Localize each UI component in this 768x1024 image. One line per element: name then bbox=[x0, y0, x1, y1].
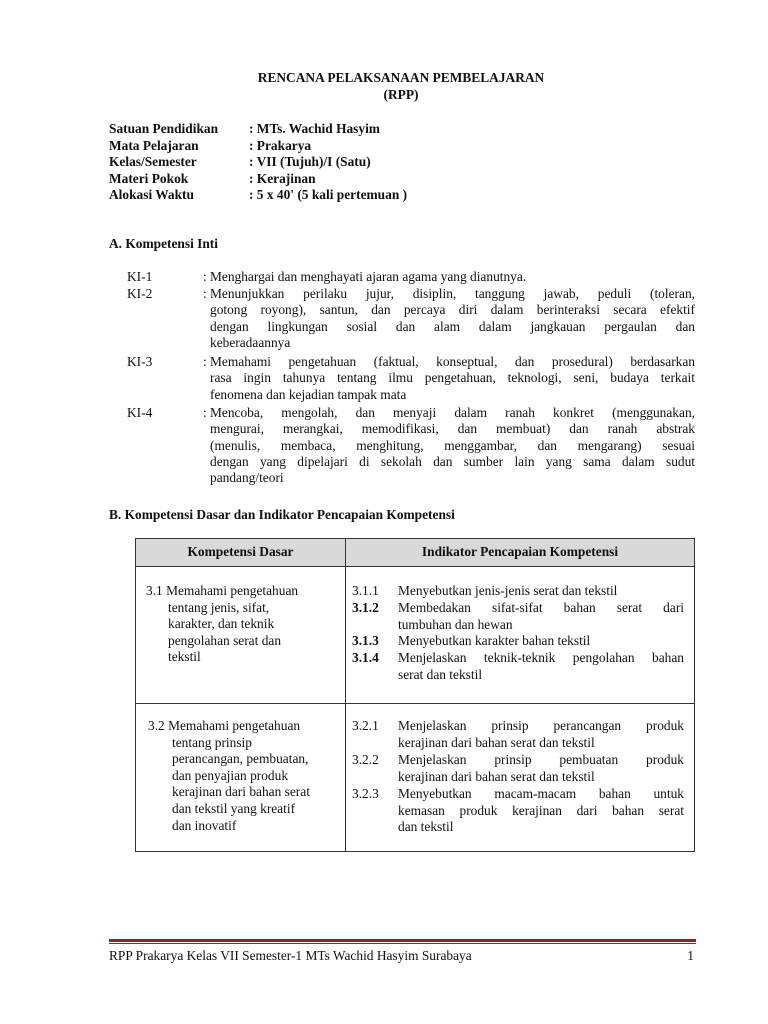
ki-text-line: dengan lingkungan sosial dan alam dalam jangkauan pergaulan dan bbox=[210, 318, 695, 334]
ki-code: KI-2 bbox=[127, 286, 153, 301]
identity-value: : MTs. Wachid Hasyim bbox=[249, 121, 380, 136]
ki-text-line: Mencoba, mengolah, dan menyaji dalam ranah konkret (menggunakan, bbox=[210, 405, 695, 420]
indicator-number: 3.1.2 bbox=[352, 600, 379, 615]
ipk-cell bbox=[346, 567, 695, 704]
document-subtitle: (RPP) bbox=[383, 87, 419, 102]
footer-rule bbox=[109, 939, 696, 942]
ki-text-line: pandang/teori bbox=[210, 470, 284, 486]
identity-key: Kelas/Semester bbox=[109, 154, 197, 170]
indicator-text-line: serat dan tekstil bbox=[398, 666, 483, 682]
indicator-text-line: Menjelaskan prinsip pembuatan produk bbox=[398, 752, 684, 767]
kd-text-line: tentang jenis, sifat, bbox=[168, 599, 270, 615]
ki-colon: : bbox=[203, 405, 207, 420]
document-title: RENCANA PELAKSANAAN PEMBELAJARAN bbox=[257, 70, 545, 85]
kd-text-line: kerajinan dari bahan serat bbox=[172, 784, 310, 800]
ki-text-line: rasa ingin tahunya tentang ilmu pengetahuan, teknologi, seni, budaya terkait bbox=[210, 370, 695, 386]
kd-cell-inner bbox=[136, 567, 345, 703]
indicator-text bbox=[398, 650, 684, 683]
ki-text bbox=[210, 354, 695, 403]
indicator-text-line: kerajinan dari bahan serat dan tekstil bbox=[398, 768, 595, 784]
identity-value: : 5 x 40' (5 kali pertemuan ) bbox=[249, 187, 408, 203]
identity-block bbox=[109, 121, 407, 204]
kd-cell bbox=[136, 567, 346, 704]
table-row bbox=[136, 567, 695, 704]
ki-text-line: mengurai, merangkai, memodifikasi, dan membuat) dan ranah abstrak bbox=[210, 421, 695, 437]
ki-text-line: Menunjukkan perilaku jujur, disiplin, tanggung jawab, peduli (toleran, bbox=[210, 286, 695, 301]
footer-rule-thin bbox=[109, 943, 696, 944]
indicator-number: 3.1.3 bbox=[352, 633, 379, 648]
section-b-heading: B. Kompetensi Dasar dan Indikator Pencapaian Kompetensi bbox=[109, 507, 455, 522]
ki-text-line: Menghargai dan menghayati ajaran agama yang dianutnya. bbox=[210, 269, 527, 284]
footer-text: RPP Prakarya Kelas VII Semester-1 MTs Wachid Hasyim Surabaya bbox=[109, 948, 472, 963]
kd-text-line: karakter, dan teknik bbox=[168, 616, 275, 632]
ki-text bbox=[210, 269, 695, 285]
identity-key: Alokasi Waktu bbox=[109, 187, 194, 203]
ipk-cell bbox=[346, 704, 695, 852]
section-a-heading: A. Kompetensi Inti bbox=[109, 236, 218, 251]
ipk-cell-inner bbox=[346, 704, 694, 851]
table-header-ipk: Indikator Pencapaian Kompetensi bbox=[346, 539, 695, 567]
ki-colon: : bbox=[203, 286, 207, 301]
identity-key: Satuan Pendidikan bbox=[109, 121, 219, 136]
table-header-kd: Kompetensi Dasar bbox=[136, 539, 346, 567]
kd-text-line: perancangan, pembuatan, bbox=[172, 751, 309, 767]
identity-value: : Kerajinan bbox=[249, 170, 316, 186]
kd-cell-inner bbox=[136, 704, 345, 851]
indicator-text-line: Menyebutkan jenis-jenis serat dan tekstil bbox=[398, 583, 618, 598]
kd-text-line: tekstil bbox=[168, 649, 201, 665]
indicator-text-line: Menjelaskan teknik-teknik pengolahan bahan bbox=[398, 650, 684, 665]
ki-text bbox=[210, 286, 695, 351]
identity-row bbox=[109, 154, 407, 171]
indicator-text bbox=[398, 786, 684, 836]
ki-colon: : bbox=[203, 354, 207, 369]
kd-text-line: pengolahan serat dan bbox=[168, 632, 282, 648]
ki-text-line: fenomena dan kejadian tampak mata bbox=[210, 386, 407, 402]
ki-text-line: keberadaannya bbox=[210, 334, 291, 350]
ki-text-line: (menulis, membaca, menghitung, menggambar, dan mengarang) sesuai bbox=[210, 437, 695, 453]
kd-cell bbox=[136, 704, 346, 852]
kd-text-line: 3.2 Memahami pengetahuan bbox=[148, 718, 301, 733]
indicator-text bbox=[398, 633, 684, 650]
indicator-text-line: Menjelaskan prinsip perancangan produk bbox=[398, 718, 684, 733]
kd-text bbox=[146, 583, 298, 666]
identity-key: Materi Pokok bbox=[109, 170, 189, 186]
identity-row bbox=[109, 187, 407, 204]
kd-text-line: 3.1 Memahami pengetahuan bbox=[146, 583, 299, 598]
indicator-number: 3.2.1 bbox=[352, 718, 379, 733]
ki-text-line: dengan yang dipelajari di sekolah dan sumber lain yang sama dalam sudut bbox=[210, 453, 695, 469]
identity-value: : Prakarya bbox=[249, 137, 312, 153]
ki-code: KI-3 bbox=[127, 354, 153, 369]
indicator-text-line: Menyebutkan karakter bahan tekstil bbox=[398, 633, 591, 648]
indicator-text-line: dan tekstil bbox=[398, 819, 454, 835]
indicator-number: 3.1.1 bbox=[352, 583, 379, 598]
identity-row bbox=[109, 121, 407, 138]
kd-text-line: dan penyajian produk bbox=[172, 767, 289, 783]
kd-text-line: dan inovatif bbox=[172, 817, 237, 833]
indicator-text bbox=[398, 600, 684, 633]
indicator-text-line: kemasan produk kerajinan dari bahan serat bbox=[398, 802, 684, 818]
identity-row bbox=[109, 138, 407, 155]
indicator-text-line: kerajinan dari bahan serat dan tekstil bbox=[398, 734, 595, 750]
ki-code: KI-4 bbox=[127, 405, 153, 420]
kd-text-line: dan tekstil yang kreatif bbox=[172, 800, 296, 816]
indicator-text-line: Membedakan sifat-sifat bahan serat dari bbox=[398, 600, 684, 615]
table-row bbox=[136, 704, 695, 852]
indicator-number: 3.2.2 bbox=[352, 752, 379, 767]
indicator-text bbox=[398, 583, 684, 600]
indicator-text-line: Menyebutkan macam-macam bahan untuk bbox=[398, 786, 684, 801]
ki-colon: : bbox=[203, 269, 207, 284]
identity-key: Mata Pelajaran bbox=[109, 137, 199, 153]
kd-text bbox=[148, 718, 310, 834]
identity-value: : VII (Tujuh)/I (Satu) bbox=[249, 154, 371, 170]
identity-row bbox=[109, 171, 407, 188]
ki-text bbox=[210, 405, 695, 486]
ki-text-line: Memahami pengetahuan (faktual, konseptual, dan prosedural) berdasarkan bbox=[210, 354, 695, 369]
page-number: 1 bbox=[687, 948, 694, 963]
ki-text-line: gotong royong), santun, dan percaya diri dalam berinteraksi secara efektif bbox=[210, 302, 695, 318]
kd-text-line: tentang prinsip bbox=[172, 734, 252, 750]
indicator-text bbox=[398, 718, 684, 751]
indicator-text-line: tumbuhan dan hewan bbox=[398, 616, 513, 632]
indicator-number: 3.2.3 bbox=[352, 786, 379, 801]
indicator-number: 3.1.4 bbox=[352, 650, 379, 665]
ipk-cell-inner bbox=[346, 567, 694, 703]
indicator-text bbox=[398, 752, 684, 785]
kompetensi-table bbox=[135, 538, 695, 852]
ki-code: KI-1 bbox=[127, 269, 153, 284]
